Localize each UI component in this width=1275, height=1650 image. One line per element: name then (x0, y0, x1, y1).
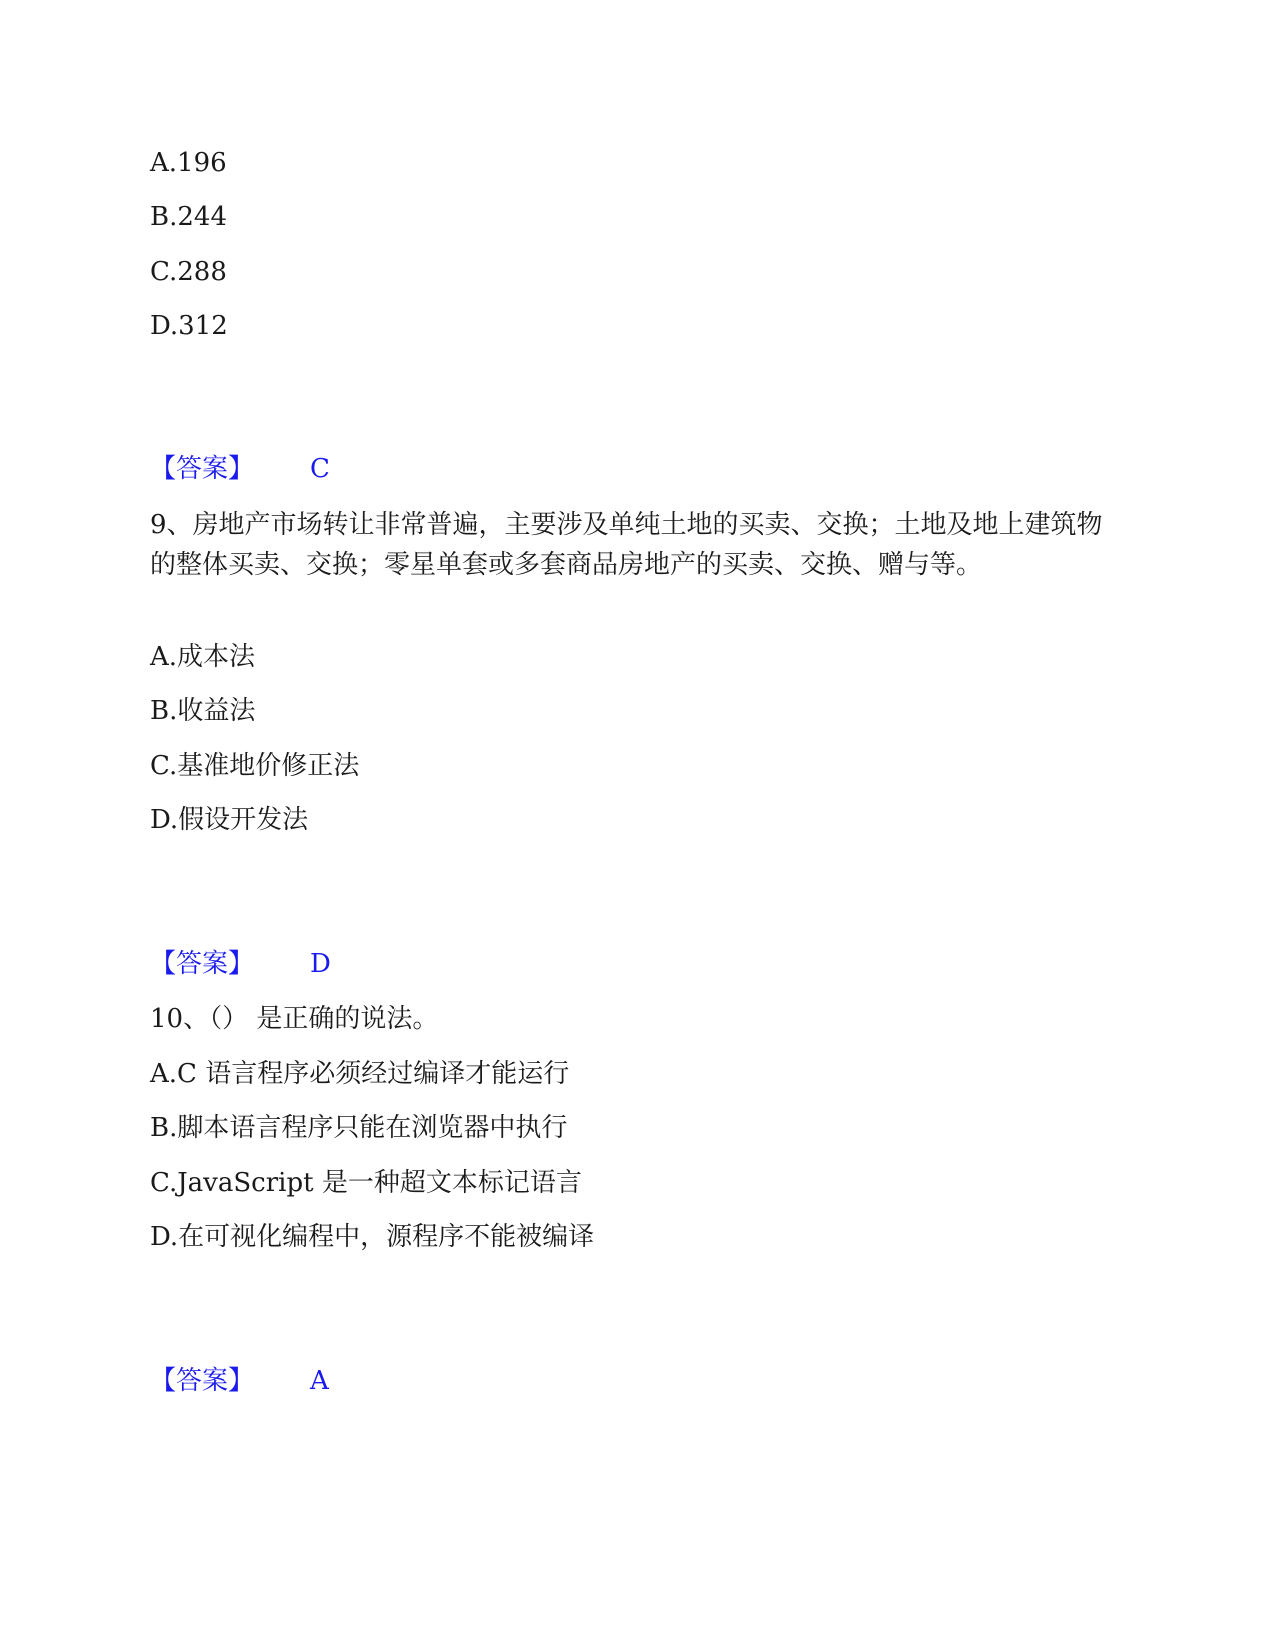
answer-label: 【答案】 (150, 454, 255, 484)
q10-option-a: A.C 语言程序必须经过编译才能运行 (150, 1059, 570, 1089)
q8-option-b: B.244 (150, 202, 227, 232)
q9-option-a: A.成本法 (150, 642, 256, 672)
q8-option-d: D.312 (150, 311, 228, 341)
q8-answer (150, 454, 450, 484)
answer-value: C (310, 454, 330, 484)
q10-question: 10、（） 是正确的说法。 (150, 1004, 439, 1034)
q10-option-c: C.JavaScript 是一种超文本标记语言 (150, 1168, 582, 1198)
q10-answer (150, 1366, 450, 1396)
answer-value: D (310, 949, 331, 979)
q9-option-c: C.基准地价修正法 (150, 751, 360, 781)
q9-question: 9、房地产市场转让非常普遍，主要涉及单纯土地的买卖、交换；土地及地上建筑物的整体买卖、交换；零星单套或多套商品房地产的买卖、交换、赠与等。 (150, 510, 1103, 580)
answer-value: A (310, 1366, 329, 1396)
q8-option-c: C.288 (150, 257, 227, 287)
q10-option-d: D.在可视化编程中，源程序不能被编译 (150, 1222, 595, 1252)
q9-answer (150, 949, 450, 979)
q9-option-d: D.假设开发法 (150, 805, 309, 835)
answer-label: 【答案】 (150, 949, 255, 979)
q8-option-a: A.196 (150, 148, 227, 178)
q9-option-b: B.收益法 (150, 696, 256, 726)
answer-label: 【答案】 (150, 1366, 255, 1396)
q10-option-b: B.脚本语言程序只能在浏览器中执行 (150, 1113, 568, 1143)
